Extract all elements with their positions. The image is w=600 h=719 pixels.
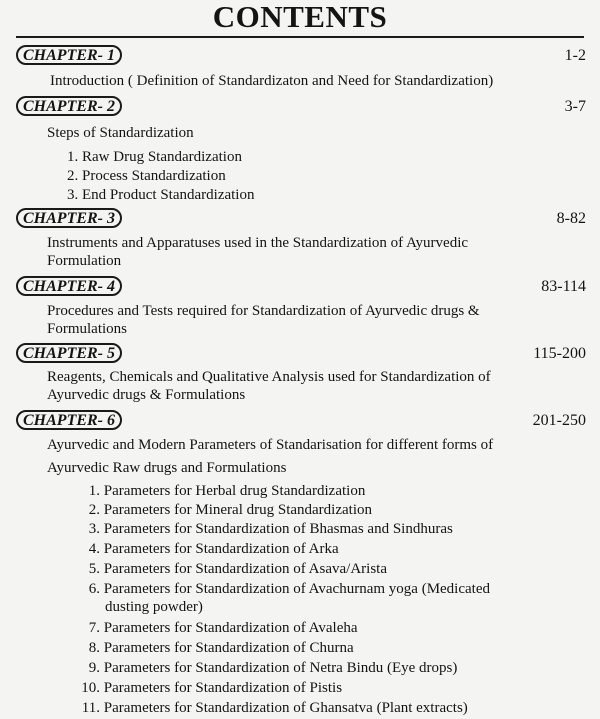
chapter-2-description: Steps of Standardization xyxy=(47,125,194,141)
chapter-3-description-line-2: Formulation xyxy=(47,253,122,269)
chapter-4-description-line-1: Procedures and Tests required for Standardization of Ayurvedic drugs & xyxy=(47,303,480,319)
list-item xyxy=(82,501,372,520)
list-item xyxy=(82,659,457,678)
chapter-3-pages: 8-82 xyxy=(556,210,586,227)
list-item xyxy=(82,560,387,579)
chapter-2-label: CHAPTER- 2 xyxy=(16,96,122,116)
list-item xyxy=(82,520,453,539)
list-item xyxy=(67,186,254,205)
list-item xyxy=(82,540,339,559)
item-text: Parameters for Standardization of Ghansatva (Plant extracts) xyxy=(103,700,468,716)
chapter-6-description-line-2: Ayurvedic Raw drugs and Formulations xyxy=(47,460,287,476)
item-text: Parameters for Standardization of Pistis xyxy=(103,680,343,696)
list-item xyxy=(76,679,342,698)
chapter-5-pages: 115-200 xyxy=(533,345,586,362)
chapter-6-pages: 201-250 xyxy=(532,412,586,429)
item-text: Parameters for Standardization of Asava/Arista xyxy=(103,561,387,577)
item-text: Process Standardization xyxy=(82,168,226,184)
item-text: Raw Drug Standardization xyxy=(82,149,242,165)
chapter-1-pages: 1-2 xyxy=(564,47,586,64)
item-text: Parameters for Standardization of Avachurnam yoga (Medicated xyxy=(103,581,490,597)
list-item xyxy=(82,482,365,501)
item-number: 4. xyxy=(88,541,100,557)
list-item xyxy=(76,699,468,718)
item-text: Parameters for Mineral drug Standardization xyxy=(103,502,372,518)
item-number: 3. xyxy=(88,521,100,537)
list-item xyxy=(67,148,242,167)
item-text: Parameters for Standardization of Bhasmas and Sindhuras xyxy=(103,521,453,537)
item-text: Parameters for Standardization of Arka xyxy=(103,541,339,557)
item-number: 8. xyxy=(88,640,100,656)
chapter-1-description: Introduction ( Definition of Standardizaton and Need for Standardization) xyxy=(50,73,494,89)
chapter-4-label: CHAPTER- 4 xyxy=(16,276,122,296)
list-item xyxy=(82,619,358,638)
item-text: Parameters for Standardization of Avaleha xyxy=(103,620,358,636)
page-title: CONTENTS xyxy=(212,0,388,34)
item-number: 7. xyxy=(88,620,100,636)
item-number: 10. xyxy=(81,680,100,696)
item-number: 2. xyxy=(67,168,79,184)
list-item xyxy=(67,167,226,186)
chapter-5-label: CHAPTER- 5 xyxy=(16,343,122,363)
chapter-1-label: CHAPTER- 1 xyxy=(16,45,122,65)
item-number: 1. xyxy=(67,149,79,165)
chapter-5-description-line-1: Reagents, Chemicals and Qualitative Analysis used for Standardization of xyxy=(47,369,491,385)
title-divider xyxy=(16,36,584,38)
chapter-5-description-line-2: Ayurvedic drugs & Formulations xyxy=(47,387,246,403)
list-item-continuation: dusting powder) xyxy=(105,599,203,615)
item-text: Parameters for Herbal drug Standardization xyxy=(103,483,366,499)
item-number: 9. xyxy=(88,660,100,676)
list-item xyxy=(82,580,490,599)
item-number: 2. xyxy=(88,502,100,518)
item-text: Parameters for Standardization of Churna xyxy=(103,640,354,656)
item-number: 11. xyxy=(81,700,100,716)
item-number: 6. xyxy=(88,581,100,597)
item-text: End Product Standardization xyxy=(82,187,255,203)
chapter-6-label: CHAPTER- 6 xyxy=(16,410,122,430)
list-item xyxy=(82,639,354,658)
chapter-3-label: CHAPTER- 3 xyxy=(16,208,122,228)
item-text: Parameters for Standardization of Netra Bindu (Eye drops) xyxy=(103,660,458,676)
item-number: 1. xyxy=(88,483,100,499)
chapter-4-pages: 83-114 xyxy=(541,278,586,295)
chapter-4-description-line-2: Formulations xyxy=(47,321,128,337)
chapter-6-description-line-1: Ayurvedic and Modern Parameters of Standarisation for different forms of xyxy=(47,437,494,453)
item-number: 3. xyxy=(67,187,79,203)
chapter-3-description-line-1: Instruments and Apparatuses used in the Standardization of Ayurvedic xyxy=(47,235,469,251)
chapter-2-pages: 3-7 xyxy=(564,98,586,115)
item-number: 5. xyxy=(88,561,100,577)
